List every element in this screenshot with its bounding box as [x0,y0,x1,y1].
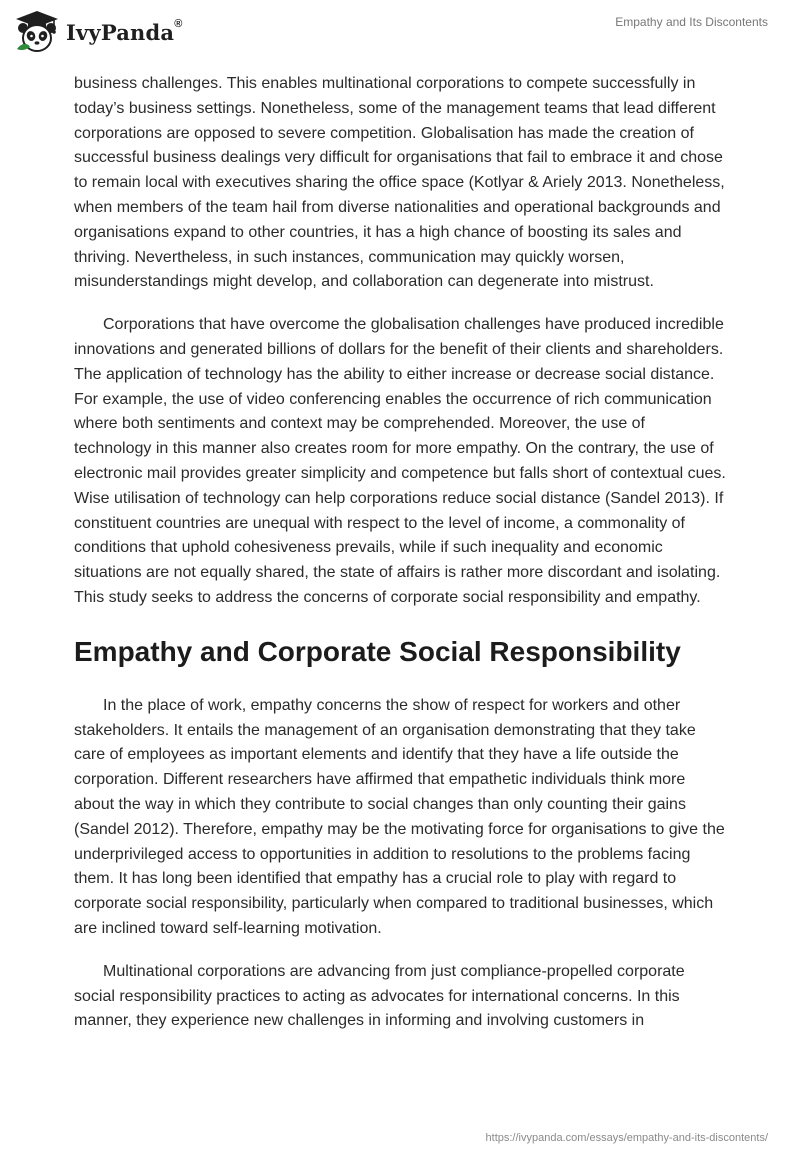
paragraph-1: business challenges. This enables multinational corporations to compete successfully in today’s business settings. Nonetheless, some of the management teams that lead different corporations are opposed to severe competition. Globalisation has made the creation of successful business dealings very difficult for organisations that fail to embrace it and chose to remain local with executives sharing the office space (Kotlyar & Ariely 2013. Nonetheless, when members of the team hail from diverse nationalities and operational backgrounds and organisations expand to other countries, it has a high chance of boosting its sales and thriving. Nevertheless, in such instances, communication may quickly worsen, misunderstandings might develop, and collaboration can degenerate into mistrust. [74,75,725,291]
section-heading: Empathy and Corporate Social Responsibility [74,635,681,667]
paragraph-3: In the place of work, empathy concerns the show of respect for workers and other stakeholders. It entails the management of an organisation demonstrating that they take care of employees as important elements and identify that they have a life outside the corporation. Different researchers have affirmed that empathetic individuals think more about the way in which they contribute to social changes than only counting their gains (Sandel 2012). Therefore, empathy may be the motivating force for organisations to give the underprivileged access to opportunities in addition to resolutions to the problems facing them. It has long been identified that empathy has a crucial role to play with regard to corporate social responsibility, particularly when compared to traditional businesses, which are inclined toward self-learning motivation. [74,696,725,937]
essay-content [74,72,726,1034]
brand-logo[interactable] [14,9,183,55]
panda-graduate-icon [14,9,60,55]
paragraph-4: Multinational corporations are advancing from just compliance-propelled corporate social responsibility practices to acting as advocates for international concerns. In this manner, they experience new challenges in informing and involving customers in [74,962,685,1030]
page-header [0,0,800,62]
brand-name: IvyPanda® [66,17,183,45]
document-title: Empathy and Its Discontents [615,15,768,29]
paragraph-2: Corporations that have overcome the globalisation challenges have produced incredible innovations and generated billions of dollars for the benefit of their clients and shareholders. The application of technology has the ability to either increase or decrease social distance. For example, the use of video conferencing enables the occurrence of rich communication where both sentiments and context may be comprehended. Moreover, the use of technology in this manner also creates room for more empathy. On the contrary, the use of electronic mail provides greater simplicity and competence but falls short of contextual cues. Wise utilisation of technology can help corporations reduce social distance (Sandel 2013). If constituent countries are unequal with respect to the level of income, a commonality of conditions that uphold cohesiveness prevails, while if such inequality and economic situations are not equally shared, the state of affairs is rather more discordant and isolating. This study seeks to address the concerns of corporate social responsibility and empathy. [74,316,726,606]
source-url[interactable]: https://ivypanda.com/essays/empathy-and-its-discontents/ [485,1132,768,1144]
